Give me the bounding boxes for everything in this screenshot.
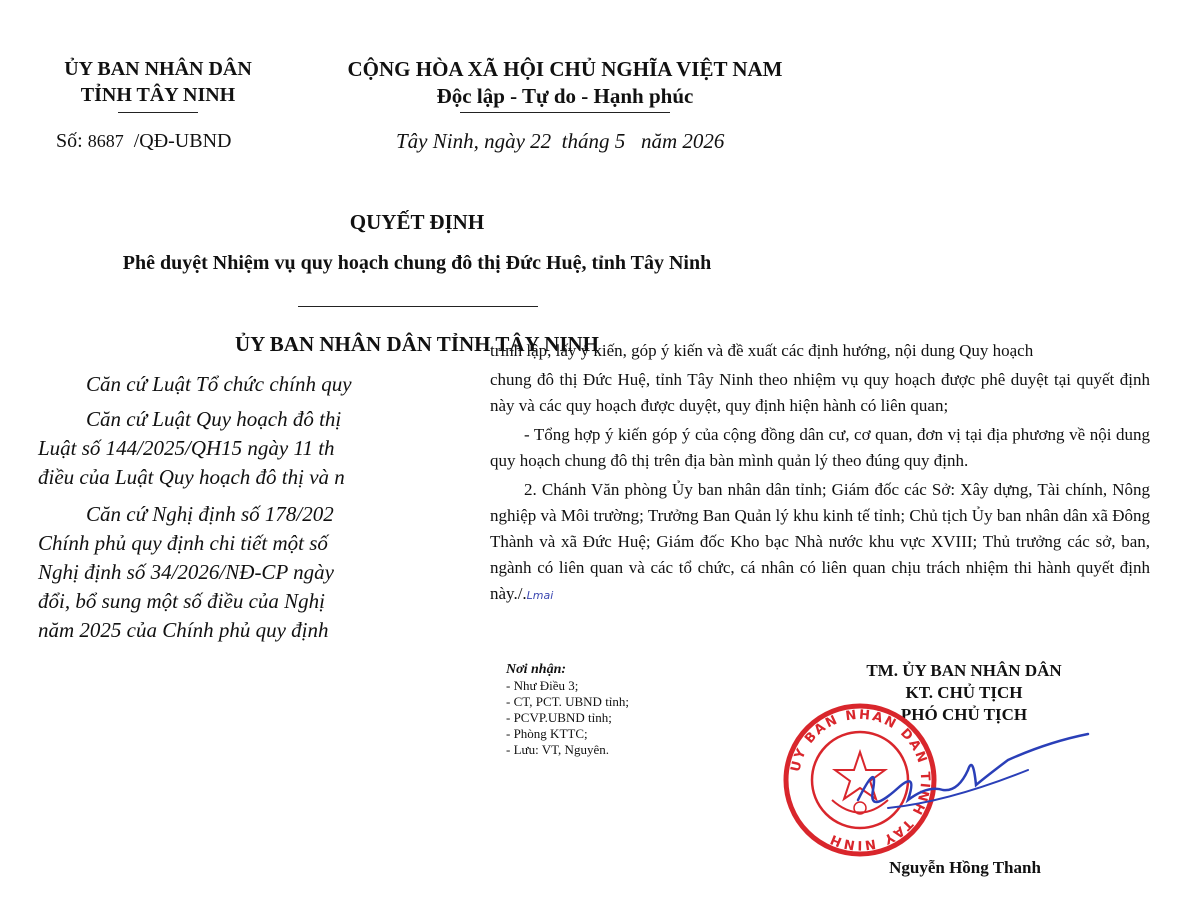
legal-basis-2-line-2: Luật số 144/2025/QH15 ngày 11 th [38, 436, 335, 460]
decision-articles-fragment [470, 341, 1160, 638]
article-paragraph-1: chung đô thị Đức Huệ, tỉnh Tây Ninh theo nhiệm vụ quy hoạch được phê duyệt tại quyết định này và các quy hoạch được duyệt, quy định hiện hành có liên quan; [490, 370, 1150, 415]
authority-heading: ỦY BAN NHÂN DÂN TỈNH TÂY NINH [234, 332, 600, 356]
legal-basis-2-line-3: điều của Luật Quy hoạch đô thị và n [38, 465, 345, 489]
sign-line-2: KT. CHỦ TỊCH [905, 683, 1023, 702]
recipient-item: - Phòng KTTC; [506, 726, 588, 741]
legal-basis-3-line-2: Chính phủ quy định chi tiết một số [38, 531, 328, 555]
national-motto-line: Độc lập - Tự do - Hạnh phúc [436, 84, 694, 108]
legal-basis-3-line-1: Căn cứ Nghị định số 178/202 [86, 502, 334, 526]
reviewer-initials: Lmai [526, 589, 554, 602]
doc-number-suffix: /QĐ-UBND [133, 130, 232, 152]
article-paragraph-3-text: 2. Chánh Văn phòng Ủy ban nhân dân tỉnh; Giám đốc các Sở: Xây dựng, Tài chính, Nông nghiệp và Môi trường; Trưởng Ban Quản lý khu kinh tế tỉnh; Chủ tịch Ủy ban nhân dân xã Đông Thành và xã Đức Huệ; Giám đốc Kho bạc Nhà nước khu vực XVIII; Thủ trưởng các sở, ban, ngành có liên quan và các tổ chức, cá nhân có liên quan chịu trách nhiệm thi hành quyết định này./. [490, 480, 1150, 603]
national-title: CỘNG HÒA XÃ HỘI CHỦ NGHĨA VIỆT NAM [347, 57, 783, 81]
handwritten-signature-icon [848, 730, 1098, 830]
national-motto [300, 56, 830, 110]
legal-basis-column [38, 370, 468, 642]
agency-divider [118, 112, 198, 113]
doc-number-prefix: Số: [56, 130, 83, 152]
motto-divider [460, 112, 670, 113]
decision-subtitle: Phê duyệt Nhiệm vụ quy hoạch chung đô thị Đức Huệ, tỉnh Tây Ninh [122, 252, 712, 274]
recipients-heading: Nơi nhận: [506, 662, 567, 677]
legal-basis-1: Căn cứ Luật Tổ chức chính quy [86, 372, 352, 396]
sign-line-3: PHÓ CHỦ TỊCH [900, 705, 1028, 724]
article-paragraph-3 [490, 477, 1150, 609]
recipient-item: - Lưu: VT, Nguyên. [506, 742, 609, 757]
legal-basis-3-line-3: Nghị định số 34/2026/NĐ-CP ngày [38, 560, 334, 584]
legal-basis-3-line-5: năm 2025 của Chính phủ quy định [38, 618, 329, 642]
agency-line-2: TỈNH TÂY NINH [80, 84, 236, 106]
article-paragraph-2: - Tổng hợp ý kiến góp ý của cộng đồng dân cư, cơ quan, đơn vị tại địa phương về nội dung quy hoạch chung đô thị trên địa bàn mình quản lý theo đúng quy định. [490, 425, 1150, 470]
recipient-item: - PCVP.UBND tỉnh; [506, 710, 612, 725]
place-date: Tây Ninh, ngày 22 tháng 5 năm 2026 [396, 129, 725, 153]
recipient-item: - CT, PCT. UBND tỉnh; [506, 694, 630, 709]
legal-basis-2-line-1: Căn cứ Luật Quy hoạch đô thị [86, 407, 342, 431]
issuing-agency [30, 56, 286, 108]
document-number [56, 128, 231, 154]
svg-text:ỦY BAN NHÂN DÂN TỈNH TÂY NINH: ỦY BAN NHÂN DÂN TỈNH TÂY NINH [788, 707, 933, 853]
agency-line-1: ỦY BAN NHÂN DÂN [64, 58, 252, 80]
sign-line-1: TM. ỦY BAN NHÂN DÂN [866, 661, 1062, 680]
decision-title: QUYẾT ĐỊNH [349, 210, 485, 234]
recipients-list [506, 662, 629, 758]
doc-number-value: 8687 [87, 131, 124, 151]
recipient-item: - Như Điều 3; [506, 678, 579, 693]
signer-name: Nguyễn Hồng Thanh [889, 858, 1041, 877]
legal-basis-3-line-4: đổi, bổ sung một số điều của Nghị [38, 589, 325, 613]
title-divider [298, 306, 538, 307]
article-cut-line: trình lập, lấy ý kiến, góp ý kiến và đề xuất các định hướng, nội dung Quy hoạch [490, 341, 1034, 360]
